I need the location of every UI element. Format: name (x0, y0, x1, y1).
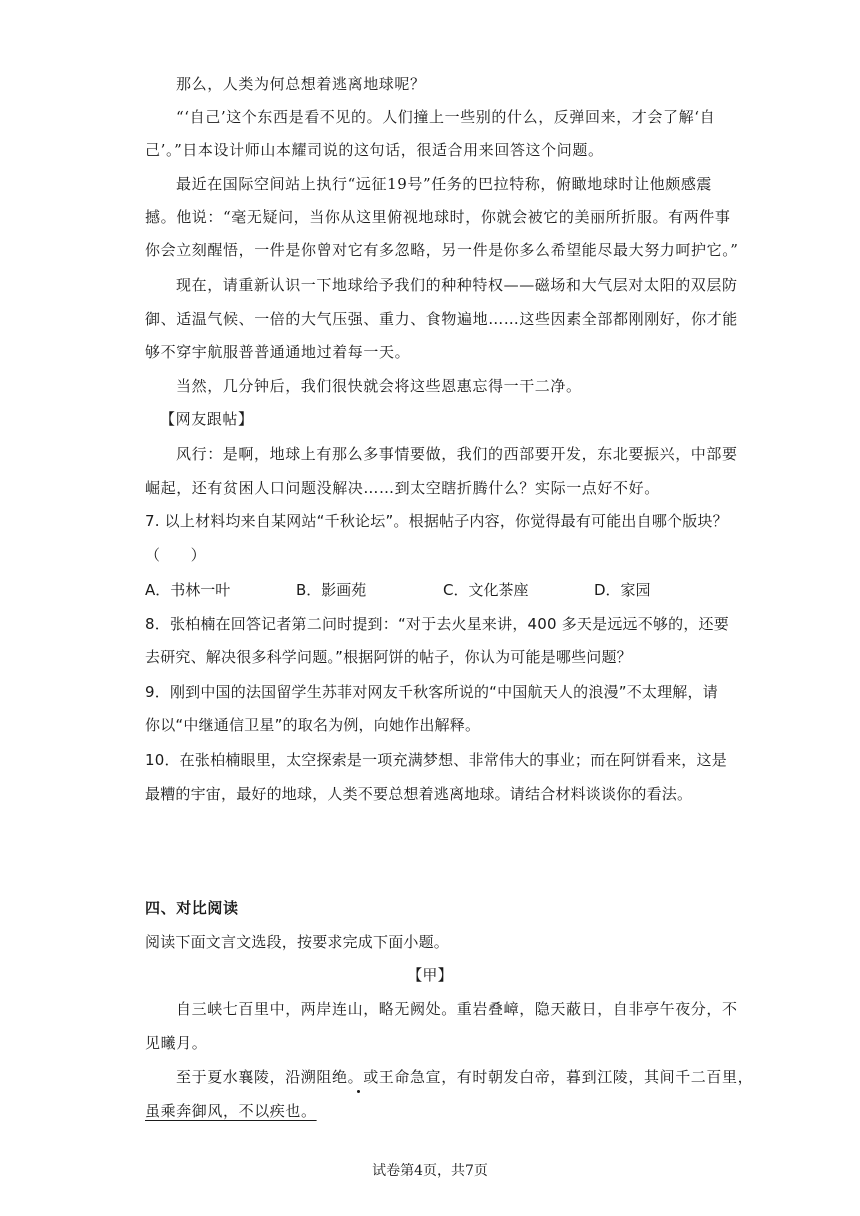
paragraph-line: 己’。”日本设计师山本耀司说的这句话，很适合用来回答这个问题。 (145, 141, 604, 159)
option-d: D．家园 (594, 581, 651, 599)
paragraph-line: 风行：是啊，地球上有那么多事情要做，我们的西部要开发，东北要振兴，中部要 (176, 445, 738, 463)
underlined-sentence: 虽乘奔御风，不以疾也。 (145, 1102, 317, 1120)
answer-bracket: （ ） (145, 546, 206, 564)
paragraph-line: 崛起，还有贫困人口问题没解决……到太空瞎折腾什么？实际一点好不好。 (145, 479, 660, 497)
question-8-cont: 去研究、解决很多科学问题。”根据阿饼的帖子，你认为可能是哪些问题？ (145, 648, 632, 666)
paragraph-line: 最近在国际空间站上执行“远征19号”任务的巴拉特称，俯瞰地球时让他颇感震 (176, 175, 713, 193)
paragraph-line: 现在，请重新认识一下地球给予我们的种种特权——磁场和大气层对太阳的双层防 (176, 276, 738, 294)
question-10: 10．在张柏楠眼里，太空探索是一项充满梦想、非常伟大的事业；而在阿饼看来，这是 (145, 751, 727, 769)
classical-text-line: 至于夏水襄陵，沿溯阻绝。或王命急宣，有时朝发白帝，暮到江陵，其间千二百里， (176, 1068, 754, 1086)
section-instruction: 阅读下面文言文选段，按要求完成下面小题。 (145, 933, 450, 951)
option-b: B．影画苑 (296, 581, 367, 599)
forum-reply-heading: 【网友跟帖】 (160, 410, 254, 428)
section-heading: 四、对比阅读 (145, 899, 239, 917)
question-8: 8．张柏楠在回答记者第二问时提到：“对于去火星来讲，400 多天是远远不够的，还要 (145, 615, 729, 633)
paragraph-line: 那么，人类为何总想着逃离地球呢？ (176, 75, 426, 93)
emphasis-dot (357, 1090, 360, 1093)
paragraph-line: 你会立刻醒悟，一件是你曾对它有多忽略，另一件是你多么希望能尽最大努力呵护它。” (145, 241, 739, 259)
question-10-cont: 最糟的宇宙，最好的地球，人类不要总想着逃离地球。请结合材料谈谈你的看法。 (145, 785, 693, 803)
question-9-cont: 你以“中继通信卫星”的取名为例，向她作出解释。 (145, 716, 481, 734)
page-footer: 试卷第4页，共7页 (372, 1163, 488, 1179)
paragraph-line: “‘自己’这个东西是看不见的。人们撞上一些别的什么，反弹回来，才会了解‘自 (176, 108, 716, 126)
classical-text-line: 自三峡七百里中，两岸连山，略无阙处。重岩叠嶂，隐天蔽日，自非亭午夜分，不 (176, 1000, 738, 1018)
question-9: 9．刚到中国的法国留学生苏菲对网友千秋客所说的“中国航天人的浪漫”不太理解，请 (145, 683, 718, 701)
passage-label-jia: 【甲】 (407, 966, 453, 984)
paragraph-line: 撼。他说：“毫无疑问，当你从这里俯视地球时，你就会被它的美丽所折服。有两件事 (145, 208, 731, 226)
paragraph-line: 够不穿宇航服普普通通地过着每一天。 (145, 343, 411, 361)
paragraph-line: 御、适温气候、一倍的大气压强、重力、食物遍地……这些因素全部都刚刚好，你才能 (145, 310, 738, 328)
classical-text-line: 见曦月。 (145, 1034, 208, 1052)
option-c: C．文化茶座 (443, 581, 529, 599)
paragraph-line: 当然，几分钟后，我们很快就会将这些恩惠忘得一干二净。 (176, 377, 582, 395)
question-7: 7. 以上材料均来自某网站“千秋论坛”。根据帖子内容，你觉得最有可能出自哪个版块？ (145, 512, 728, 530)
option-a: A．书林一叶 (145, 581, 231, 599)
